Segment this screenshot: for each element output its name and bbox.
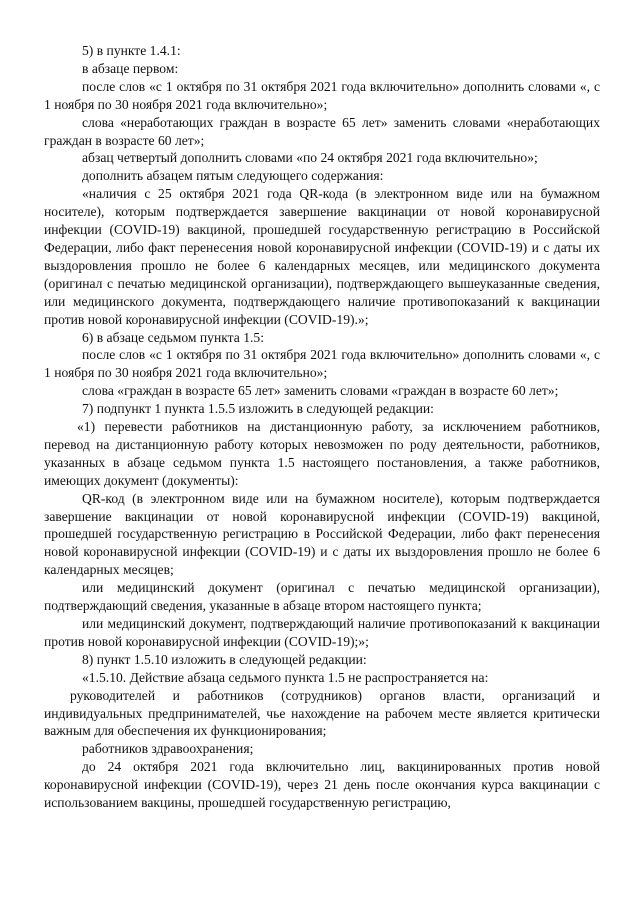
paragraph-first-abzac: в абзаце первом: [82, 60, 179, 76]
paragraph-item-6: 6) в абзаце седьмом пункта 1.5: [82, 329, 264, 345]
paragraph-after-words-2: после слов «с 1 октября по 31 октября 2021 года включительно» дополнить словами «, с 1 ноября по 30 ноября 2021 года включительно»; [44, 347, 600, 381]
paragraph-replace-65-2: слова «граждан в возрасте 65 лет» заменить словами «граждан в возрасте 60 лет»; [82, 383, 559, 399]
paragraph-1-5-10: «1.5.10. Действие абзаца седьмого пункта 1.5 не распространяется на: [82, 669, 489, 685]
paragraph-replace-65-1: слова «неработающих граждан в возрасте 65 лет» заменить словами «неработающих граждан в возрасте 60 лет»; [44, 114, 600, 148]
paragraph-item-8: 8) пункт 1.5.10 изложить в следующей редакции: [82, 651, 367, 667]
paragraph-qr-code-1: «наличия с 25 октября 2021 года QR-кода (в электронном виде или на бумажном носителе), которым подтверждается завершение вакцинации от новой коронавирусной инфекции (COVID-19) вакциной, прошедшей государственную регистрацию в Российской Федерации, либо факт перенесения новой коронавирусной инфекции (COVID-19) и с даты их выздоровления прошло не более 6 календарных месяцев, или медицинского документа (оригинал с печатью медицинской организации), подтверждающего вышеуказанные сведения, или медицинского документа, подтверждающего наличие противопоказаний к вакцинации против новой коронавирусной инфекции (COVID-19).»; [44, 186, 600, 327]
paragraph-healthcare: работников здравоохранения; [82, 741, 254, 757]
paragraph-item-5: 5) в пункте 1.4.1: [82, 43, 181, 58]
paragraph-medical-doc-2: или медицинский документ, подтверждающий наличие противопоказаний к вакцинации против новой коронавирусной инфекции (COVID-19);»; [44, 616, 600, 649]
paragraph-vaccinated: до 24 октября 2021 года включительно лиц, вакцинированных против новой коронавирусной инфекции (COVID-19), через 21 день после окончания курса вакцинации с использованием вакцины, прошедшей государственную регистрацию, [44, 759, 600, 811]
paragraph-qr-code-2: QR-код (в электронном виде или на бумажном носителе), которым подтверждается завершение вакцинации от новой коронавирусной инфекции (COVID-19) вакциной, прошедшей государственную регистрацию в Российской Федерации, либо факт перенесения новой коронавирусной инфекции (COVID-19) и с даты их выздоровления прошло не более 6 календарных месяцев; [44, 490, 600, 578]
paragraph-after-words-1: после слов «с 1 октября по 31 октября 2021 года включительно» дополнить словами «, с 1 ноября по 30 ноября 2021 года включительно»; [44, 78, 600, 112]
paragraph-abzac-fourth: абзац четвертый дополнить словами «по 24 октября 2021 года включительно»; [82, 150, 538, 166]
paragraph-item-7: 7) подпункт 1 пункта 1.5.5 изложить в следующей редакции: [82, 401, 434, 417]
paragraph-medical-doc-1: или медицинский документ (оригинал с печатью медицинской организации), подтверждающий сведения, указанные в абзаце втором настоящего пункта; [44, 580, 600, 614]
paragraph-managers: руководителей и работников (сотрудников) органов власти, организаций и индивидуальных предпринимателей, чье нахождение на рабочем месте является критически важным для обеспечения их функционирования; [44, 687, 600, 739]
paragraph-add-fifth: дополнить абзацем пятым следующего содержания: [82, 168, 384, 184]
paragraph-remote-work: «1) перевести работников на дистанционную работу, за исключением работников, перевод на дистанционную работу которых невозможен по роду деятельности, работников, указанных в абзаце седьмом пункта 1.5 настоящего постановления, а также работников, имеющих документ (документы): [44, 419, 600, 488]
